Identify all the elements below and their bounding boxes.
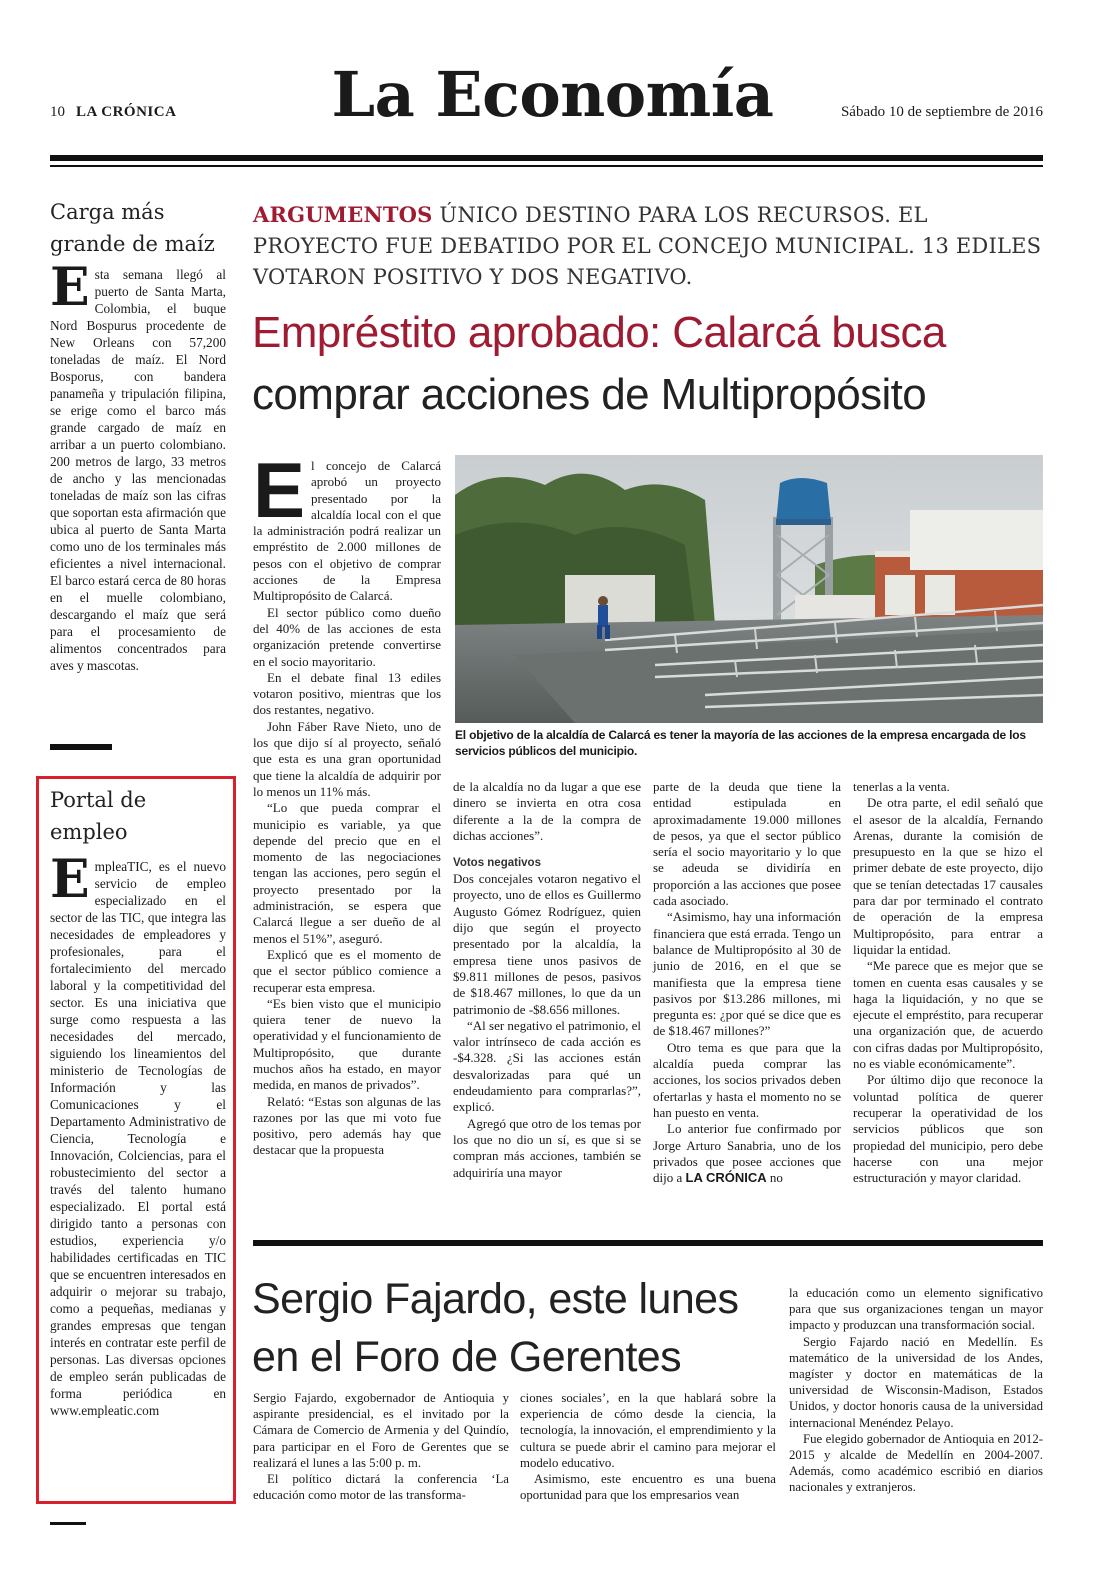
article-column-3 — [653, 779, 841, 1186]
paragraph: De otra parte, el edil señaló que el asesor de la alcaldía, Fernando Arenas, durante la comisión de presupuesto en la que se hizo el primer debate de este proyecto, dijo que se tenían detectadas 17 causales para dar por terminado el contrato de operación de la empresa Multipropósito, para entrar a liquidar la entidad. — [853, 795, 1043, 957]
photo-caption: El objetivo de la alcaldía de Calarcá es tener la mayoría de las acciones de la empresa encargada de los servicios públicos del municipio. — [455, 728, 1026, 758]
subhead: Votos negativos — [453, 857, 541, 870]
paragraph: la educación como un elemento significativo para que sus organizaciones tengan un mayor impacto y produzcan una transformación social. — [789, 1286, 1043, 1333]
header-rule-thin — [50, 165, 1043, 167]
headline-line-red: Empréstito aprobado: Calarcá busca — [252, 308, 946, 357]
paragraph — [653, 1121, 841, 1186]
sidebar-article-text: mpleaTIC, es el nuevo servicio de empleo especializado en el sector de las TIC, que integra las necesidades de empleadores y profesionales, para el fortalecimiento del mercado laboral y la competitividad del sector. Es una iniciativa que surge como respuesta a las necesidades del mercado, siguiendo los lineamientos del ministerio de Tecnologías de Información y las Comunicaciones y el Departamento Administrativo de Ciencia, Tecnología e Innovación, Colciencias, para el robustecimiento del sector a través del talento humano especializado. El portal está dirigido tanto a personas con estudios, experiencia y/o habilidades certificadas en TIC que se encuentren interesados en adquirir o mejorar su trabajo, como a pequeñas, medianas y grandes empresas que tengan interés en contratar este perfil de personas. Las diversas opciones de empleo serán publicadas de forma periódica en www.empleatic.com — [50, 859, 226, 1418]
section-title: La Economía — [331, 58, 774, 131]
sidebar-article-title — [50, 196, 226, 260]
headline-line: en el Foro de Gerentes — [252, 1333, 681, 1381]
second-article-column-1 — [253, 1390, 509, 1503]
sidebar-title-line: empleo — [50, 820, 128, 844]
page-date: Sábado 10 de septiembre de 2016 — [840, 104, 1043, 120]
paragraph: El político dictará la conferencia ‘La educación como motor de las transforma- — [253, 1472, 509, 1503]
sidebar-separator — [50, 1522, 86, 1525]
paragraph-text: Lo anterior fue confirmado por Jorge Arturo Sanabria, uno de los privados que posee acciones que dijo a — [653, 1121, 841, 1186]
paragraph: “Al ser negativo el patrimonio, el valor intrínseco de cada acción es -$4.328. ¿Si las acciones están desvalorizadas para qué un endeudamiento para comprarlas?”, explicó. — [453, 1017, 642, 1115]
article-headline — [252, 302, 1052, 426]
second-article-column-2 — [520, 1390, 776, 1503]
drop-cap: E — [50, 257, 90, 318]
paragraph: “Asimismo, hay una información financiera que está errada. Tengo un balance de Multipropósito al 30 de junio de 2016, en el que se manifiesta que la empresa tiene pasivos por $13.286 millones, mi pregunta es: ¿por qué se dice que es de $18.467 millones?” — [653, 909, 841, 1039]
paragraph: Sergio Fajardo, exgobernador de Antioquia y aspirante presidencial, es el invitado por la Cámara de Comercio de Armenia y del Quindío, para participar en el Foro de Gerentes que se realizará el lunes a las 5:00 p. m. — [253, 1391, 509, 1470]
paragraph: tenerlas a la venta. — [853, 779, 950, 794]
article-summary — [253, 199, 1043, 293]
article-column-2 — [453, 779, 641, 1181]
sidebar-title-line: grande de maíz — [50, 232, 215, 256]
paragraph: parte de la deuda que tiene la entidad estipulada en aproximadamente 19.000 millones de pesos, ya que el sector público sería el socio mayoritario y lo que se adeuda se dividiría en proporción a las acciones que posee cada asociado. — [653, 779, 841, 909]
sidebar-article-body — [50, 257, 226, 674]
paragraph: de la alcaldía no da lugar a que ese dinero se invierta en otra cosa diferente a la de la compra de dichas acciones”. — [453, 779, 641, 843]
paragraph: Dos concejales votaron negativo el proyecto, uno de ellos es Guillermo Augusto Gómez Rodríguez, quien dijo que según el proyecto presentado por la alcaldía, la empresa tiene unos pasivos de $9.811 millones de pesos, pasivos de $18.467 millones, lo que da un patrimonio de -$8.656 millones. — [453, 871, 641, 1017]
article-summary-text: ÚNICO DESTINO PARA LOS RECURSOS. EL PROYECTO FUE DEBATIDO POR EL CONCEJO MUNICIPAL. 13 EDILES VOTARON POSITIVO Y DOS NEGATIVO. — [253, 203, 1042, 289]
newspaper-mention: LA CRÓNICA — [685, 1170, 767, 1186]
paragraph: En el debate final 13 ediles votaron positivo, mientras que los dos restantes, negativo. — [253, 669, 441, 718]
header-rule-thick — [50, 155, 1043, 161]
sidebar-article-text: sta semana llegó al puerto de Santa Marta, Colombia, el buque Nord Bospurus procedente de New Orleans con 57,200 toneladas de maíz. El Nord Bosporus, con bandera panameña y tripulación filipina, se erige como el barco más grande cargado de maíz en arribar a un puerto colombiano. 200 metros de largo, 33 metros de ancho y las mencionadas toneladas de maíz son las cifras que soportan esta afirmación que ubica al puerto de Santa Marta como uno de los terminales más eficientes a nivel internacional. El barco estará cerca de 80 horas en el muelle colombiano, descargando el maíz que será para el procesamiento de alimentos concentrados para aves y mascotas. — [50, 267, 226, 673]
paragraph: “Lo que pueda comprar el municipio es variable, ya que depende del precio que en el momento de las negociaciones tengan las acciones, pero según el proyecto presentado por la administración, se espera que Calarcá llegue a ser dueño de al menos el 51%”, aseguró. — [253, 800, 441, 946]
article-kicker: ARGUMENTOS — [253, 202, 433, 227]
water-treatment-plant-photo — [455, 455, 1043, 723]
second-headline — [252, 1270, 792, 1386]
sidebar-article-title — [50, 784, 226, 848]
sidebar-title-line: Carga más — [50, 200, 165, 224]
headline-line: Sergio Fajardo, este lunes — [252, 1275, 739, 1323]
headline-line-black: comprar acciones de Multipropósito — [252, 370, 927, 419]
paragraph: Por último dijo que reconoce la voluntad política de querer recuperar la operatividad de los servicios públicos que son propiedad del municipio, pero debe hacerse con una mejor estructuración y mayor claridad. — [853, 1072, 1043, 1186]
page-number: 10 — [50, 104, 65, 120]
paragraph: “Me parece que es mejor que se tomen en cuenta esas causales y se haga la liquidación, y no que se ejecute el empréstito, para recuperar una organización que, de acuerdo con cifras dadas por Multipropósito, no es viable económicamente”. — [853, 958, 1043, 1072]
paragraph: Asimismo, este encuentro es una buena oportunidad para que los empresarios vean — [520, 1472, 776, 1503]
paragraph: ciones sociales’, en la que hablará sobre la experiencia de cómo desde la ciencia, la tecnología, la innovación, el emprendimiento y la cultura se puede abrir el camino para mejorar el modelo educativo. — [520, 1391, 776, 1470]
article-photo — [455, 455, 1043, 723]
paragraph: Agregó que otro de los temas por los que no dio un sí, es que si se compran más acciones, también se adquiriría una mayor — [453, 1115, 641, 1180]
paragraph: Otro tema es que para que la alcaldía pueda comprar las acciones, los socios privados deben ofertarlas y hasta el momento no se han puesto en venta. — [653, 1039, 841, 1120]
paragraph: John Fáber Rave Nieto, uno de los que dijo sí al proyecto, señaló que esta es una gran oportunidad que tiene la alcaldía de adquirir por lo menos un 11% más. — [253, 718, 441, 799]
sidebar — [50, 196, 226, 674]
sidebar-separator — [50, 744, 112, 750]
article-column-1 — [253, 446, 441, 1159]
paragraph: Fue elegido gobernador de Antioquia en 2012-2015 y alcalde de Medellín en 2004-2007. Además, como académico escribió en diarios nacionales y extranjeros. — [789, 1431, 1043, 1495]
second-article-column-3 — [789, 1285, 1043, 1496]
paragraph: Relató: “Estas son algunas de las razones por las que mi voto fue positivo, pero además hay que destacar que la propuesta — [253, 1093, 441, 1158]
paragraph: l concejo de Calarcá aprobó un proyecto presentado por la alcaldía local con el que la administración podrá realizar un empréstito de 2.000 millones de pesos con el objetivo de comprar acciones de la Empresa Multipropósito de Calarcá. — [253, 458, 441, 604]
paragraph: Explicó que es el momento de que el sector público comience a recuperar esta empresa. — [253, 946, 441, 995]
article-separator-rule — [253, 1240, 1043, 1246]
sidebar-article-body — [50, 849, 226, 1419]
paragraph: El sector público como dueño del 40% de las acciones de esta organización pretende convertirse en el socio mayoritario. — [253, 604, 441, 669]
article-column-4 — [853, 779, 1043, 1186]
paragraph: “Es bien visto que el municipio quiera tener de nuevo la operatividad y el funcionamiento de Multipropósito, que durante muchos años ha estado, en mayor medida, en manos de privados”. — [253, 995, 441, 1093]
drop-cap: E — [253, 446, 306, 534]
sidebar-article-2 — [50, 784, 226, 1419]
drop-cap: E — [50, 849, 90, 910]
paragraph: Sergio Fajardo nació en Medellín. Es matemático de la universidad de los Andes, magíster y doctor en matemáticas de la universidad de Wisconsin-Madison, Estados Unidos, y doctor honoris causa de la universidad internacional Menéndez Pelayo. — [789, 1334, 1043, 1430]
newspaper-name: LA CRÓNICA — [76, 104, 177, 120]
sidebar-title-line: Portal de — [50, 788, 147, 812]
paragraph-text: no — [769, 1170, 783, 1186]
